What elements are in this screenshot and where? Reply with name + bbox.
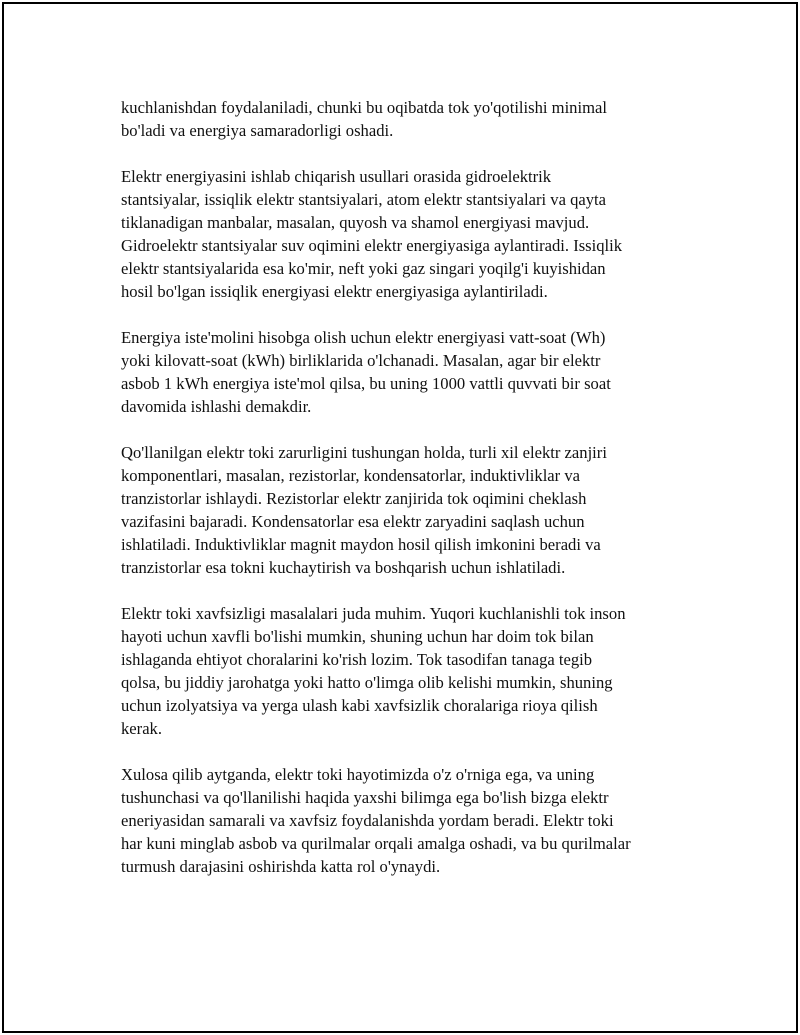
paragraph xyxy=(121,441,701,579)
document-page xyxy=(2,2,798,1033)
text-line: bo'ladi va energiya samaradorligi oshadi. xyxy=(121,121,394,140)
paragraph xyxy=(121,96,701,142)
paragraph xyxy=(121,326,701,418)
text-line: stantsiyalar, issiqlik elektr stantsiyalari, atom elektr stantsiyalari va qayta xyxy=(121,190,607,209)
paragraph xyxy=(121,602,701,740)
text-line: ishlatiladi. Induktivliklar magnit maydon hosil qilish imkonini beradi va xyxy=(121,535,601,554)
paragraph xyxy=(121,165,701,303)
text-line: tushunchasi va qo'llanilishi haqida yaxshi bilimga ega bo'lish bizga elektr xyxy=(121,788,609,807)
text-line: har kuni minglab asbob va qurilmalar orqali amalga oshadi, va bu qurilmalar xyxy=(121,834,631,853)
text-line: tranzistorlar esa tokni kuchaytirish va boshqarish uchun ishlatiladi. xyxy=(121,558,566,577)
document-body xyxy=(121,96,701,901)
text-line: Elektr toki xavfsizligi masalalari juda muhim. Yuqori kuchlanishli tok inson xyxy=(121,604,626,623)
text-line: uchun izolyatsiya va yerga ulash kabi xavfsizlik choralariga rioya qilish xyxy=(121,696,598,715)
text-line: Elektr energiyasini ishlab chiqarish usullari orasida gidroelektrik xyxy=(121,167,552,186)
text-line: eneriyasidan samarali va xavfsiz foydalanishda yordam beradi. Elektr toki xyxy=(121,811,614,830)
text-line: kuchlanishdan foydalaniladi, chunki bu oqibatda tok yo'qotilishi minimal xyxy=(121,98,607,117)
text-line: komponentlari, masalan, rezistorlar, kondensatorlar, induktivliklar va xyxy=(121,466,581,485)
text-line: elektr stantsiyalarida esa ko'mir, neft yoki gaz singari yoqilg'i kuyishidan xyxy=(121,259,606,278)
text-line: vazifasini bajaradi. Kondensatorlar esa elektr zaryadini saqlash uchun xyxy=(121,512,585,531)
text-line: qolsa, bu jiddiy jarohatga yoki hatto o'limga olib kelishi mumkin, shuning xyxy=(121,673,613,692)
text-line: Qo'llanilgan elektr toki zarurligini tushungan holda, turli xil elektr zanjiri xyxy=(121,443,607,462)
paragraph xyxy=(121,763,701,878)
text-line: tiklanadigan manbalar, masalan, quyosh va shamol energiyasi mavjud. xyxy=(121,213,590,232)
text-line: turmush darajasini oshirishda katta rol o'ynaydi. xyxy=(121,857,441,876)
text-line: hayoti uchun xavfli bo'lishi mumkin, shuning uchun har doim tok bilan xyxy=(121,627,594,646)
text-line: Energiya iste'molini hisobga olish uchun elektr energiyasi vatt-soat (Wh) xyxy=(121,328,606,347)
text-line: Xulosa qilib aytganda, elektr toki hayotimizda o'z o'rniga ega, va uning xyxy=(121,765,595,784)
text-line: yoki kilovatt-soat (kWh) birliklarida o'lchanadi. Masalan, agar bir elektr xyxy=(121,351,601,370)
text-line: davomida ishlashi demakdir. xyxy=(121,397,312,416)
text-line: ishlaganda ehtiyot choralarini ko'rish lozim. Tok tasodifan tanaga tegib xyxy=(121,650,593,669)
text-line: kerak. xyxy=(121,719,162,738)
text-line: Gidroelektr stantsiyalar suv oqimini elektr energiyasiga aylantiradi. Issiqlik xyxy=(121,236,623,255)
text-line: tranzistorlar ishlaydi. Rezistorlar elektr zanjirida tok oqimini cheklash xyxy=(121,489,587,508)
text-line: hosil bo'lgan issiqlik energiyasi elektr energiyasiga aylantiriladi. xyxy=(121,282,548,301)
text-line: asbob 1 kWh energiya iste'mol qilsa, bu uning 1000 vattli quvvati bir soat xyxy=(121,374,611,393)
